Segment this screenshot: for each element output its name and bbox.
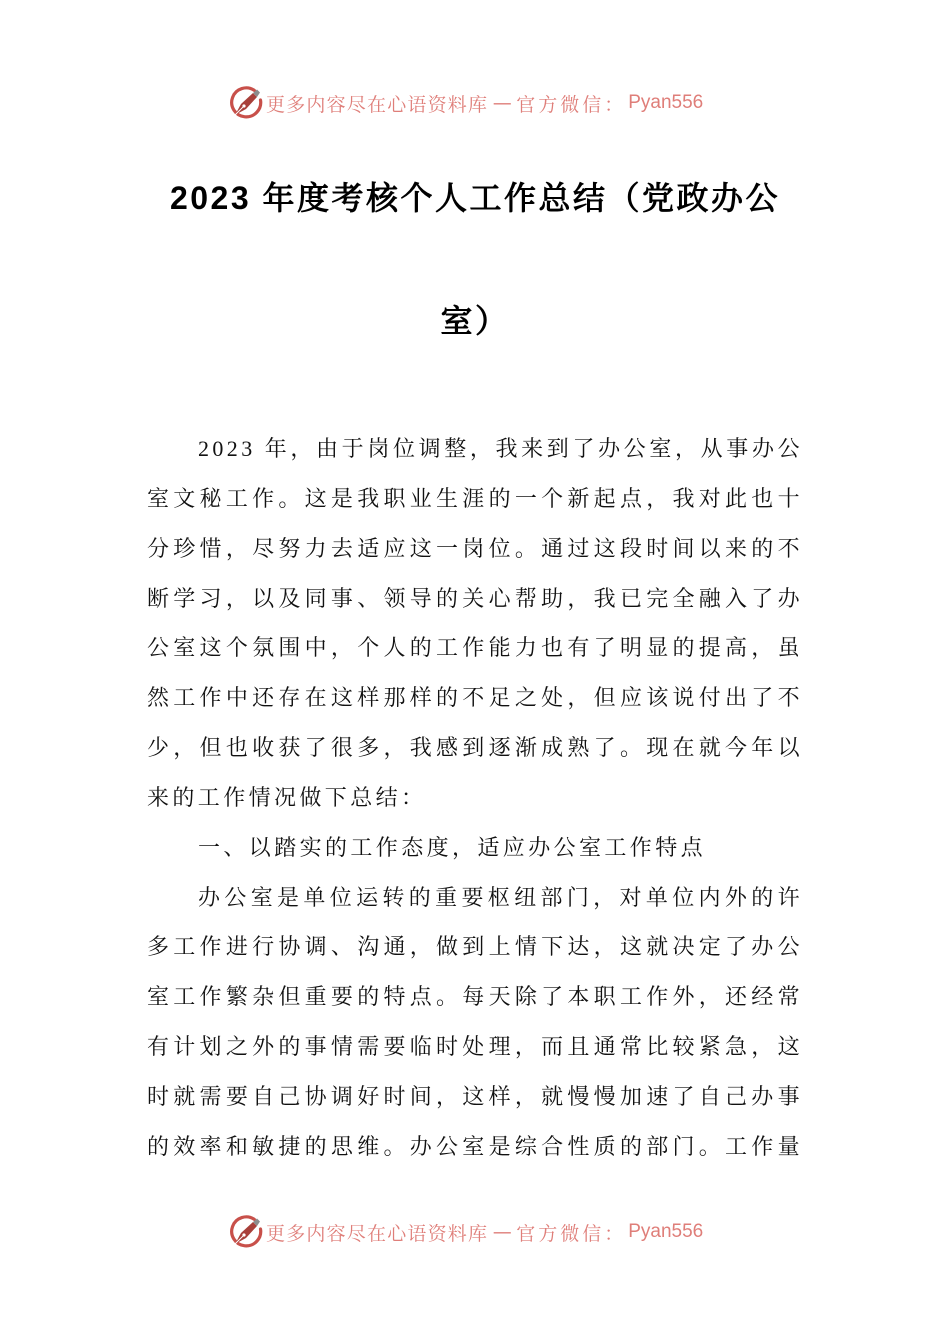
paragraph-line: 时就需要自己协调好时间，这样，就慢慢加速了自己办事 (147, 1083, 803, 1109)
paragraph-line: 多工作进行协调、沟通，做到上情下达，这就决定了办公 (147, 934, 803, 960)
paragraph-line: 来的工作情况做下总结： (147, 784, 427, 810)
wechat-label: 官方微信： (516, 94, 627, 116)
paragraph-line: 室工作繁杂但重要的特点。每天除了本职工作外，还经常 (147, 984, 803, 1010)
paragraph-line: 少，但也收获了很多，我感到逐渐成熟了。现在就今年以 (147, 735, 803, 761)
paragraph-line: 室文秘工作。这是我职业生涯的一个新起点，我对此也十 (147, 485, 803, 511)
watermark-brand-text: 更多内容尽在心语资料库 (266, 1223, 489, 1245)
watermark-brand-text: 更多内容尽在心语资料库 (266, 94, 489, 116)
section-heading-line: 一、以踏实的工作态度，适应办公室工作特点 (198, 834, 707, 860)
title-line: 室） (440, 303, 510, 339)
paragraph-line: 的效率和敏捷的思维。办公室是综合性质的部门。工作量 (147, 1133, 803, 1159)
pen-logo-icon (228, 85, 264, 121)
paragraph-line: 分珍惜，尽努力去适应这一岗位。通过这段时间以来的不 (147, 535, 803, 561)
wechat-label: 官方微信： (516, 1223, 627, 1245)
watermark-separator: — (492, 1221, 512, 1243)
paragraph-line: 办公室是单位运转的重要枢纽部门，对单位内外的许 (198, 884, 803, 910)
wechat-id: Pyan556 (628, 1221, 704, 1242)
paragraph-line: 公室这个氛围中，个人的工作能力也有了明显的提高，虽 (147, 635, 803, 661)
wechat-id: Pyan556 (628, 92, 704, 113)
paragraph-line: 2023 年，由于岗位调整，我来到了办公室，从事办公 (198, 436, 803, 461)
title-line: 2023 年度考核个人工作总结（党政办公 (169, 180, 781, 216)
footer-watermark (228, 1213, 703, 1251)
watermark-separator: — (492, 92, 512, 114)
paragraph-line: 断学习，以及同事、领导的关心帮助，我已完全融入了办 (147, 585, 803, 611)
pen-logo-icon (228, 1214, 264, 1250)
paragraph-line: 有计划之外的事情需要临时处理，而且通常比较紧急，这 (147, 1034, 803, 1060)
paragraph-line: 然工作中还存在这样那样的不足之处，但应该说付出了不 (147, 685, 803, 711)
paragraph (147, 873, 803, 1172)
header-watermark (228, 84, 703, 122)
document-body (147, 424, 803, 1172)
paragraph (147, 424, 803, 823)
section-heading (147, 823, 803, 873)
